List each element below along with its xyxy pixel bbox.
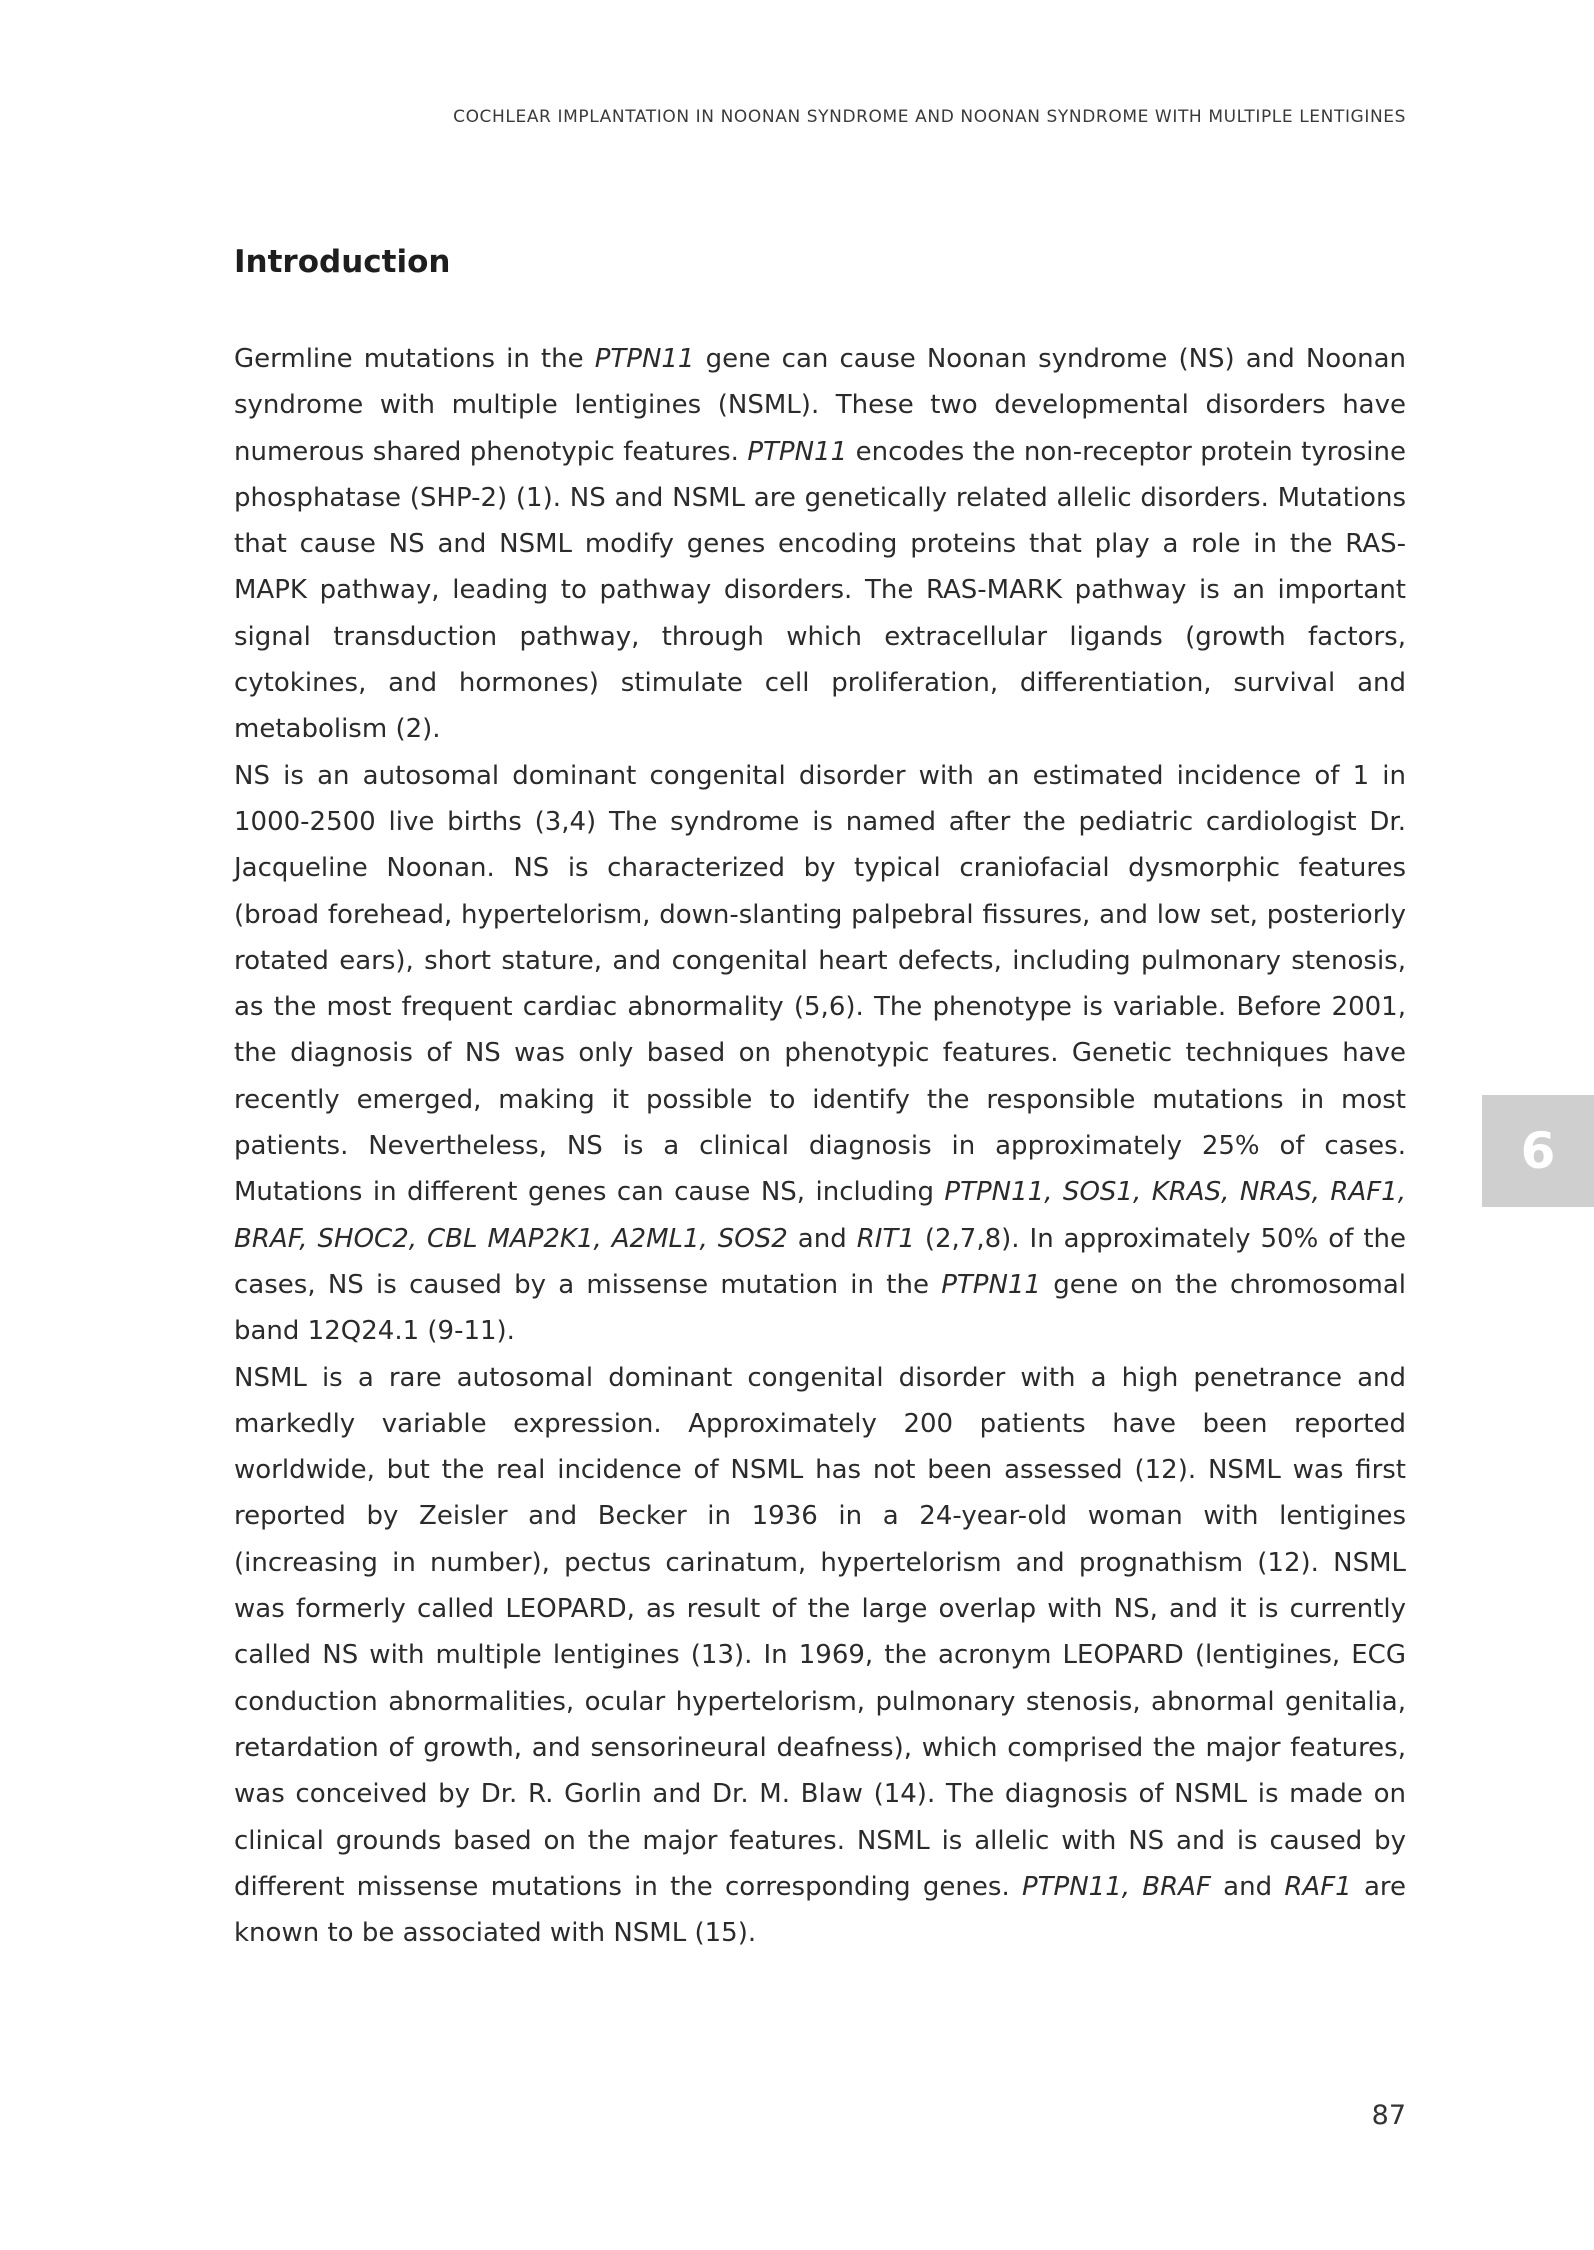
- text-run: gene on the chromosomal band 12Q24.1 (9-11).: [234, 1269, 1407, 1347]
- text-run: Germline mutations in the: [234, 344, 595, 374]
- page-number: 87: [1371, 2100, 1406, 2131]
- paragraph-1: [234, 336, 1406, 753]
- chapter-number: 6: [1520, 1122, 1556, 1180]
- section-title: Introduction: [234, 244, 451, 280]
- gene-name: RAF1: [1284, 1871, 1352, 1902]
- text-run: are known to be associated with NSML (15).: [234, 1871, 1407, 1949]
- gene-name: PTPN11: [594, 344, 695, 374]
- text-run: and: [787, 1223, 857, 1254]
- text-run: NSML is a rare autosomal dominant congenital disorder with a high penetrance and markedly variable expression. Approximately 200 patients have been reported worldwide, but the real incidence of NSML has not been assessed (12). NSML was first reported by Zeisler and Becker in 1936 in a 24-year-old woman with lentigines (increasing in number), pectus carinatum, hypertelorism and prognathism (12). NSML was formerly called LEOPARD, as result of the large overlap with NS, and it is currently called NS with multiple lentigines (13). In 1969, the acronym LEOPARD (lentigines, ECG conduction abnormalities, ocular hypertelorism, pulmonary stenosis, abnormal genitalia, retardation of growth, and sensorineural deafness), which comprised the major features, was conceived by Dr. R. Gorlin and Dr. M. Blaw (14). The diagnosis of NSML is made on clinical grounds based on the major features. NSML is allelic with NS and is caused by different missense mutations in the corresponding genes.: [234, 1362, 1406, 1902]
- gene-list: PTPN11, SOS1, KRAS, NRAS, RAF1, BRAF, SHOC2, CBL MAP2K1, A2ML1, SOS2: [234, 1177, 1406, 1254]
- paragraph-3: [234, 1355, 1406, 1957]
- gene-name: RIT1: [856, 1223, 915, 1254]
- running-header: COCHLEAR IMPLANTATION IN NOONAN SYNDROME AND NOONAN SYNDROME WITH MULTIPLE LENTIGINES: [453, 107, 1406, 127]
- paragraph-2: [234, 753, 1406, 1355]
- text-run: NS is an autosomal dominant congenital disorder with an estimated incidence of 1 in 1000-2500 live births (3,4) The syndrome is named after the pediatric cardiologist Dr. Jacqueline Noonan. NS is characterized by typical craniofacial dysmorphic features (broad forehead, hypertelorism, down-slanting palpebral fissures, and low set, posteriorly rotated ears), short stature, and congenital heart defects, including pulmonary stenosis, as the most frequent cardiac abnormality (5,6). The phenotype is variable. Before 2001, the diagnosis of NS was only based on phenotypic features. Genetic techniques have recently emerged, making it possible to identify the responsible mutations in most patients. Nevertheless, NS is a clinical diagnosis in approximately 25% of cases. Mutations in different genes can cause NS, including: [234, 760, 1406, 1208]
- gene-name: PTPN11: [941, 1269, 1041, 1300]
- text-run: (2,7,8). In approximately 50% of the cases, NS is caused by a missense mutation in the: [234, 1223, 1406, 1300]
- body-text: [234, 336, 1406, 1956]
- gene-list: PTPN11, BRAF: [1021, 1871, 1211, 1902]
- chapter-tab: [1482, 1095, 1594, 1207]
- text-run: and: [1210, 1871, 1285, 1902]
- text-run: encodes the non-receptor protein tyrosine phosphatase (SHP-2) (1). NS and NSML are genetically related allelic disorders. Mutations that cause NS and NSML modify genes encoding proteins that play a role in the RAS-MAPK pathway, leading to pathway disorders. The RAS-MARK pathway is an important signal transduction pathway, through which extracellular ligands (growth factors, cytokines, and hormones) stimulate cell proliferation, differentiation, survival and metabolism (2).: [234, 436, 1406, 745]
- text-run: gene can cause Noonan syndrome (NS) and Noonan syndrome with multiple lentigines (NSML). These two developmental disorders have numerous shared phenotypic features.: [234, 344, 1406, 467]
- gene-name: PTPN11: [747, 436, 848, 467]
